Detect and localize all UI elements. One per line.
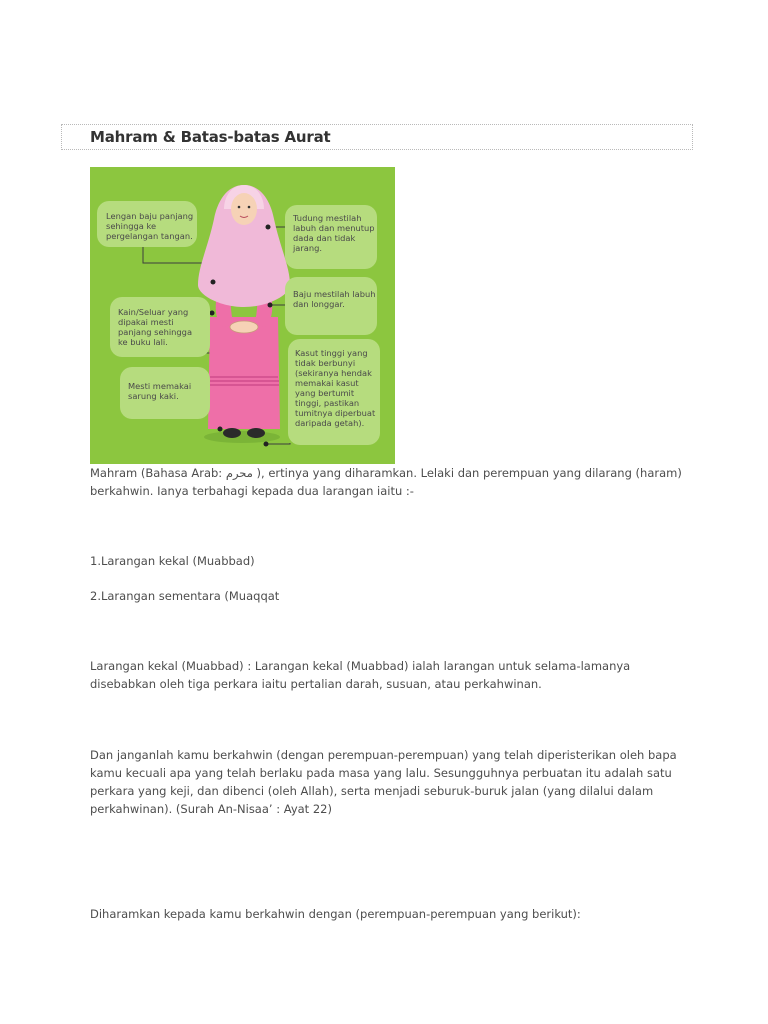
paragraph-diharamkan: Diharamkan kepada kamu berkahwin dengan (perempuan-perempuan yang berikut): bbox=[90, 907, 581, 921]
aurat-illustration bbox=[90, 167, 395, 464]
callout-kasut: Kasut tinggi yang tidak berbunyi (sekiranya hendak memakai kasut yang bertumit tinggi, pastikan tumitnya diperbuat daripada getah). bbox=[295, 348, 376, 428]
hands bbox=[230, 321, 258, 333]
callout-kain: Kain/Seluar yang dipakai mesti panjang sehingga ke buku lali. bbox=[118, 307, 193, 347]
article-title: Mahram & Batas-batas Aurat bbox=[90, 128, 331, 146]
paragraph-mahram-definition: Mahram (Bahasa Arab: محرم ), ertinya yang diharamkan. Lelaki dan perempuan yang dilarang (haram) berkahwin. Ianya terbahagi kepada dua larangan iaitu :- bbox=[90, 466, 682, 498]
paragraph-larangan-kekal: Larangan kekal (Muabbad) : Larangan kekal (Muabbad) ialah larangan untuk selama-lamanya disebabkan oleh tiga perkara iaitu pertalian darah, susuan, atau perkahwinan. bbox=[90, 659, 631, 691]
callout-tudung: Tudung mestilah labuh dan menutup dada dan tidak jarang. bbox=[293, 213, 375, 253]
callout-baju: Baju mestilah labuh dan longgar. bbox=[293, 289, 376, 309]
paragraph-surah-an-nisaa: Dan janganlah kamu berkahwin (dengan perempuan-perempuan) yang telah diperisterikan oleh bapa kamu kecuali apa yang telah berlaku pada masa yang lalu. Sesungguhnya perbuatan itu adalah satu perkara yang keji, dan dibenci (oleh Allah), serta menjadi seburuk-buruk jalan (yang dilalui dalam perkahwinan). (Surah An-Nisaa’ : Ayat 22) bbox=[90, 748, 677, 816]
callout-lengan: Lengan baju panjang sehingga ke pergelangan tangan. bbox=[106, 211, 194, 241]
right-shoe bbox=[247, 428, 265, 438]
list-item-larangan-kekal: 1.Larangan kekal (Muabbad) bbox=[90, 554, 255, 568]
skirt bbox=[208, 317, 280, 429]
list-item-larangan-sementara: 2.Larangan sementara (Muaqqat bbox=[90, 589, 280, 603]
face bbox=[231, 193, 257, 225]
left-shoe bbox=[223, 428, 241, 438]
article-title-box bbox=[61, 124, 693, 150]
callout-stokin: Mesti memakai sarung kaki. bbox=[128, 381, 192, 401]
